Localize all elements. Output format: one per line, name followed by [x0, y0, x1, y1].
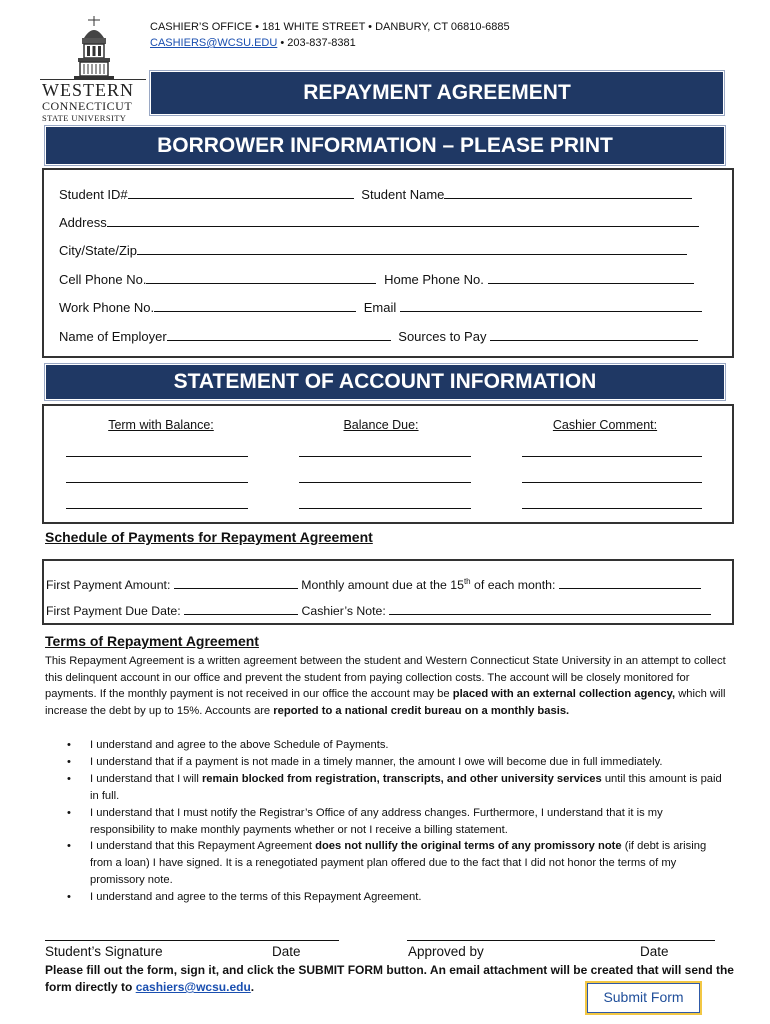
balance-due-header: Balance Due: [343, 418, 419, 432]
balance-field-2[interactable] [299, 482, 471, 483]
student-name-label: Student Name [361, 187, 445, 202]
comment-field-2[interactable] [522, 482, 702, 483]
approved-date-label: Date [640, 944, 669, 959]
cashier-note-label: Cashier’s Note: [301, 604, 386, 618]
monthly-amount-field[interactable] [559, 576, 701, 589]
work-row [59, 299, 702, 315]
cupola-icon [40, 16, 148, 80]
balance-field-3[interactable] [299, 508, 471, 509]
logo-western: WESTERN [42, 80, 134, 100]
student-date-label: Date [272, 944, 301, 959]
term-field-3[interactable] [66, 508, 248, 509]
term-item-1: • I understand and agree to the above Schedule of Payments. [67, 739, 389, 751]
borrower-heading: BORROWER INFORMATION – PLEASE PRINT [44, 125, 726, 166]
student-signature-label: Student’s Signature [45, 944, 163, 959]
approved-by-label: Approved by [408, 944, 484, 959]
footer-email-link[interactable]: cashiers@wcsu.edu [135, 980, 251, 994]
city-field[interactable] [137, 242, 687, 255]
term-item-3: • I understand that I will remain blocked from registration, transcripts, and other university services until this amount is paid in full. [67, 772, 722, 802]
schedule-heading: Schedule of Payments for Repayment Agreement [45, 529, 373, 545]
home-phone-field[interactable] [488, 271, 694, 284]
work-phone-field[interactable] [154, 299, 356, 312]
term-balance-header: Term with Balance: [108, 418, 214, 432]
address-label: Address [59, 215, 107, 230]
footer-instructions: Please fill out the form, sign it, and click the SUBMIT FORM button. An email attachment will be created that will send the form directly to cashiers@wcsu.edu. [45, 963, 734, 994]
terms-heading: Terms of Repayment Agreement [45, 633, 259, 649]
term-item-6: • I understand and agree to the terms of this Repayment Agreement. [67, 891, 422, 904]
balance-field-1[interactable] [299, 456, 471, 457]
term-field-1[interactable] [66, 456, 248, 457]
student-name-field[interactable] [444, 186, 692, 199]
first-date-field[interactable] [184, 602, 298, 615]
term-item-2: • I understand that if a payment is not made in a timely manner, the amount I owe will become due in full immediately. [67, 755, 663, 768]
university-logo [40, 16, 148, 124]
phone-row [59, 271, 694, 287]
address-field[interactable] [107, 214, 699, 227]
terms-paragraph: This Repayment Agreement is a written agreement between the student and Western Connecticut State University in an attempt to collect this delinquent account in our office and prevent the student from paying collection costs. The account will be closely monitored for payments. If the monthly payment is not received in our office the account may be placed with an external collection agency, which will increase the debt by up to 15%. Accounts are reported to a national credit bureau on a monthly basis. [45, 655, 726, 717]
comment-field-3[interactable] [522, 508, 702, 509]
office-email-link[interactable]: CASHIERS@WCSU.EDU [150, 37, 278, 49]
city-label: City/State/Zip [59, 243, 138, 258]
office-address: CASHIER’S OFFICE • 181 WHITE STREET • DANBURY, CT 06810-6885 [150, 21, 510, 33]
schedule-row-2 [46, 602, 711, 618]
student-signature-field[interactable] [45, 940, 339, 941]
schedule-section [42, 559, 734, 625]
work-phone-label: Work Phone No. [59, 300, 155, 315]
home-phone-label: Home Phone No. [384, 272, 484, 287]
employer-field[interactable] [167, 328, 391, 341]
sources-label: Sources to Pay [398, 329, 487, 344]
cell-phone-field[interactable] [146, 271, 376, 284]
logo-state-university: STATE UNIVERSITY [42, 113, 127, 123]
term-item-4: • I understand that I must notify the Registrar’s Office of any address changes. Furthermore, I understand that it is my responsibility to make monthly payments whether or not I receive a billing statement. [67, 806, 663, 836]
statement-heading: STATEMENT OF ACCOUNT INFORMATION [44, 363, 726, 401]
borrower-section [42, 168, 734, 358]
logo-connecticut: CONNECTICUT [42, 99, 133, 113]
email-field[interactable] [400, 299, 702, 312]
office-contact [150, 37, 356, 49]
sources-field[interactable] [490, 328, 698, 341]
office-phone: • 203-837-8381 [277, 37, 356, 49]
student-id-label: Student ID# [59, 187, 128, 202]
cashier-comment-header: Cashier Comment: [552, 418, 658, 432]
submit-form-button[interactable]: Submit Form [585, 981, 702, 1015]
student-id-field[interactable] [128, 186, 354, 199]
first-amount-label: First Payment Amount: [46, 578, 171, 592]
employer-label: Name of Employer [59, 329, 167, 344]
term-field-2[interactable] [66, 482, 248, 483]
city-row [59, 242, 687, 258]
cashier-note-field[interactable] [389, 602, 711, 615]
page-title: REPAYMENT AGREEMENT [149, 70, 725, 116]
term-item-5: • I understand that this Repayment Agreement does not nullify the original terms of any promissory note (if debt is arising from a loan) I have signed. It is a renegotiated payment plan offered due to the fact that I did not honor the terms of my promissory note. [67, 840, 707, 887]
schedule-row-1 [46, 576, 701, 592]
first-amount-field[interactable] [174, 576, 298, 589]
statement-section [42, 404, 734, 524]
approved-signature-field[interactable] [407, 940, 715, 941]
cell-phone-label: Cell Phone No. [59, 272, 147, 287]
first-date-label: First Payment Due Date: [46, 604, 181, 618]
student-id-row [59, 186, 692, 202]
employer-row [59, 328, 698, 344]
comment-field-1[interactable] [522, 456, 702, 457]
email-label: Email [363, 300, 397, 315]
terms-list [45, 737, 729, 906]
address-row [59, 214, 699, 230]
monthly-label: Monthly amount due at the 15th of each month: [301, 576, 556, 592]
